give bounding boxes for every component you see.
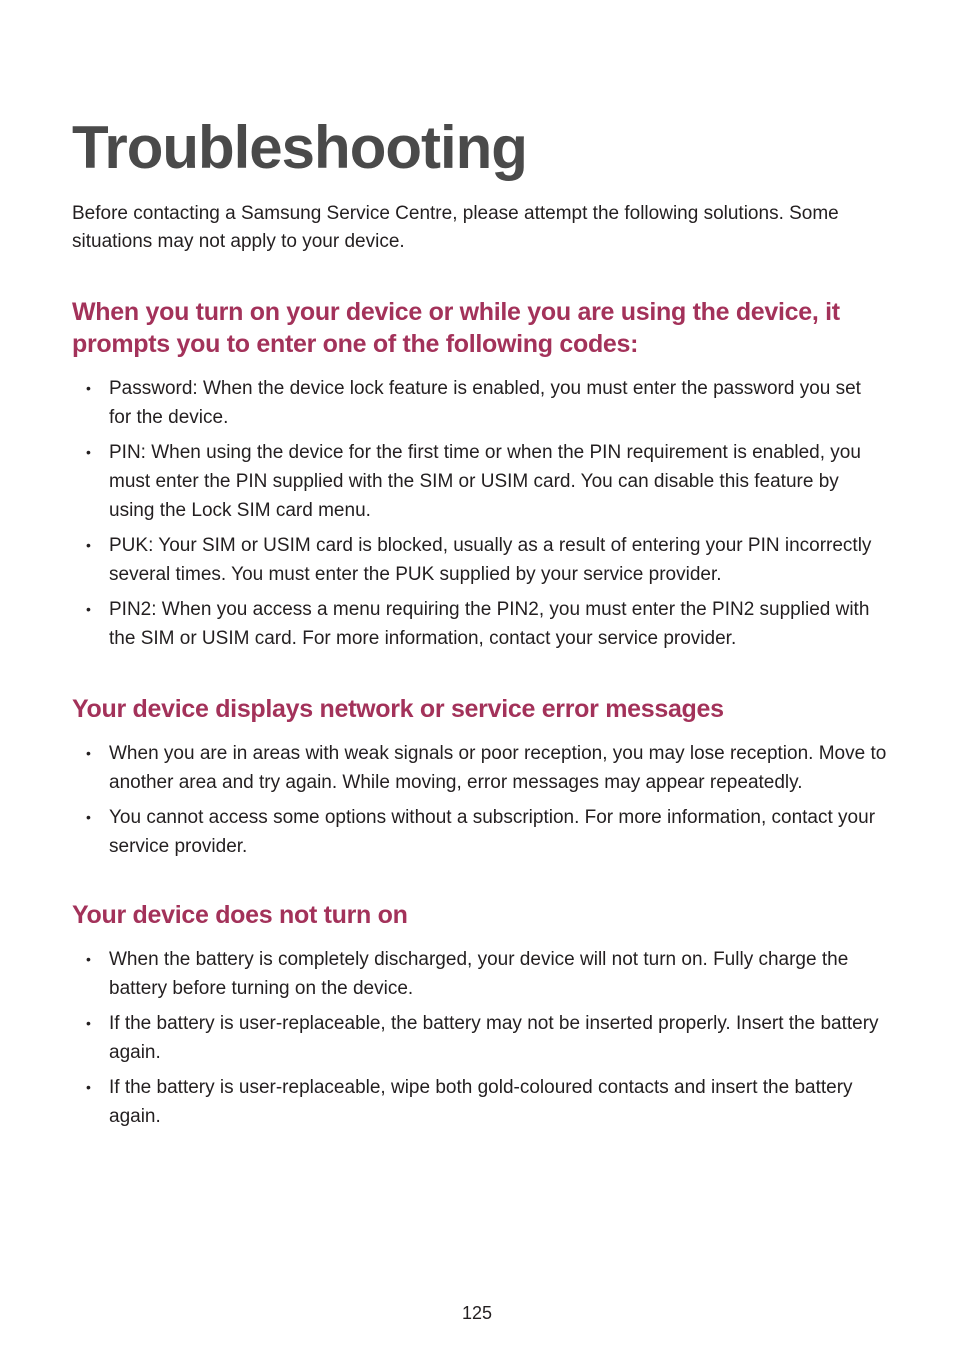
list-item xyxy=(72,739,887,797)
list-item-text: If the battery is user-replaceable, the battery may not be inserted properly. Insert the battery again. xyxy=(109,1013,879,1063)
section-heading: Your device does not turn on xyxy=(72,901,408,929)
list-item-text: If the battery is user-replaceable, wipe both gold-coloured contacts and insert the battery again. xyxy=(109,1077,853,1127)
bullet-list xyxy=(72,739,887,861)
section-network-errors xyxy=(72,693,887,867)
list-item xyxy=(72,1009,887,1067)
page-number: 125 xyxy=(461,1303,493,1323)
section-heading: When you turn on your device or while you are using the device, it prompts you to enter one of the following codes: xyxy=(72,298,840,358)
list-item-text: When the battery is completely discharged, your device will not turn on. Fully charge the battery before turning on the device. xyxy=(109,949,849,999)
section-heading: Your device displays network or service error messages xyxy=(72,695,724,723)
list-item-text: PIN2: When you access a menu requiring the PIN2, you must enter the PIN2 supplied with the SIM or USIM card. For more information, contact your service provider. xyxy=(109,599,870,649)
bullet-icon: • xyxy=(86,380,91,396)
list-item xyxy=(72,438,887,525)
list-item xyxy=(72,945,887,1003)
bullet-icon: • xyxy=(86,1079,91,1095)
bullet-icon: • xyxy=(86,537,91,553)
section-device-not-on xyxy=(72,899,887,1137)
bullet-icon: • xyxy=(86,745,91,761)
section-codes xyxy=(72,296,887,659)
list-item xyxy=(72,595,887,653)
page-title: Troubleshooting xyxy=(72,114,527,181)
list-item-text: PUK: Your SIM or USIM card is blocked, usually as a result of entering your PIN incorrectly several times. You must enter the PUK supplied by your service provider. xyxy=(109,535,872,585)
intro-paragraph: Before contacting a Samsung Service Centre, please attempt the following solutions. Some situations may not apply to your device. xyxy=(72,203,839,252)
bullet-list xyxy=(72,374,887,653)
list-item-text: You cannot access some options without a subscription. For more information, contact your service provider. xyxy=(109,807,876,857)
bullet-icon: • xyxy=(86,1015,91,1031)
list-item xyxy=(72,531,887,589)
list-item-text: Password: When the device lock feature is enabled, you must enter the password you set for the device. xyxy=(109,378,861,428)
bullet-icon: • xyxy=(86,444,91,460)
list-item xyxy=(72,803,887,861)
bullet-icon: • xyxy=(86,951,91,967)
list-item xyxy=(72,374,887,432)
bullet-list xyxy=(72,945,887,1131)
list-item-text: PIN: When using the device for the first time or when the PIN requirement is enabled, you must enter the PIN supplied with the SIM or USIM card. You can disable this feature by using the Lock SIM card menu. xyxy=(109,442,861,521)
list-item-text: When you are in areas with weak signals or poor reception, you may lose reception. Move to another area and try again. While moving, error messages may appear repeatedly. xyxy=(109,743,887,793)
bullet-icon: • xyxy=(86,601,91,617)
list-item xyxy=(72,1073,887,1131)
bullet-icon: • xyxy=(86,809,91,825)
